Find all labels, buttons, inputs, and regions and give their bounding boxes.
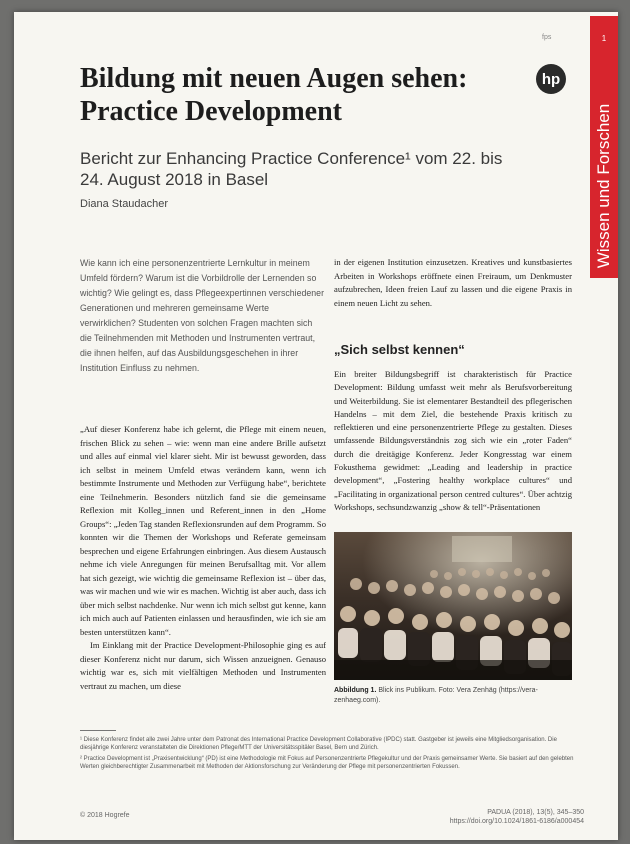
citation-journal: PADUA (2018), 13(5), 345–350 — [487, 809, 584, 816]
body-right-paragraph: in der eigenen Institution einzusetzen. Kreatives und kunstbasiertes Arbeiten in Workshops eröffnete einen Freiraum, um Denkmuster aufzubrechen, Ideen freien Lauf zu lassen und die eigene Praxis in einem neuen Licht zu sehen. — [334, 257, 572, 308]
body-paragraph: „Auf dieser Konferenz habe ich gelernt, die Pflege mit einem neuen, frischen Blick zu sehen – wie: wenn man eine andere Brille aufsetzt und alles auf einmal viel klarer sieht. Mir ist bewusst geworden, dass ich selbst in meinem Umfeld etwas verändern kann, wenn ich bestimmte Instrumente und Methoden zur Verfügung habe“, berichtete eine Teilnehmerin. Besonders nützlich fand sie die gemeinsame Reflexion mit Kolleg_innen und Referent_innen in den „Home Groups“: „Jeden Tag standen Reflexionsrunden auf dem Programm. So konnten wir die Themen der Workshops und Referate gemeinsam besprechen und eigene Erfahrungen einbringen. Aus diesem Austausch nehme ich viele Anregungen für meinen Berufsalltag mit. Vor allem hat sich gezeigt, wie wichtig die gemeinsame Reflexion ist – über das, was wir machen und wie wir es machen. Wichtig ist aber auch, dass ich über mich selbst nachdenke. Nur wenn ich mich selbst gut kenne, kann ich mich auch auf Patienten einlassen und herausfinden, wie ich sie am besten unterstützen kann“. — [80, 424, 327, 637]
body-paragraph: Im Einklang mit der Practice Development-Philosophie ging es auf dieser Konferenz nicht nur darum, sich Wissen anzueignen. Genauso wichtig war es, sich mit vielfältigen Methoden und Instrumenten vertraut zu machen, um diese — [80, 640, 326, 691]
figure-caption — [334, 686, 572, 706]
article-subtitle: Bericht zur Enhancing Practice Conference¹ vom 22. bis 24. August 2018 in Basel — [80, 149, 503, 189]
author-name: Diana Staudacher — [80, 198, 169, 210]
citation — [438, 808, 584, 826]
lead-paragraph: Wie kann ich eine personenzentrierte Lernkultur in meinem Umfeld fördern? Warum ist die Vorbildrolle der Lernenden so wichtig? Wie gelingt es, dass Pflegeexpertinnen verschiedener Generationen und mehreren gemeinsame Werte verwirklichen? Studenten von solchen Fragen machten sich die Teilnehmenden mit Methoden und Instrumenten vertraut, die ihnen helfen, auf das Ausbildungsgeschehen in ihrer Institution Einfluss zu nehmen. — [80, 258, 325, 373]
page-number: 1 — [601, 34, 607, 43]
journal-page — [14, 12, 618, 840]
section-tab — [590, 16, 618, 278]
footnote: ¹ Diese Konferenz findet alle zwei Jahre unter dem Patronat des International Practice Development Collaborative (IPDC) statt. Gastgeber ist jeweils eine Mitgliedsorganisation. Die diesjährige Konferenz veranstalteten die Direktionen Pflege/MTT der Universitätsspitäler Basel, Bern und Zürich. — [80, 737, 557, 752]
figure-label: Abbildung 1. — [334, 687, 377, 694]
footnotes — [80, 736, 584, 774]
journal-abbreviation: fps — [542, 34, 552, 41]
publisher-logo-icon: hp — [536, 64, 566, 94]
body-left-column — [80, 423, 326, 693]
copyright-notice: © 2018 Hogrefe — [80, 812, 130, 819]
footnote: ² Practice Development ist „Praxisentwicklung“ (PD) ist eine Methodologie mit Fokus auf Personenzentrierte Pflegekultur und der Praxis gemeinsamer Werte. Sie basiert auf den gelebten Werten gleichberechtigter Zusammenarbeit mit Methoden der Aktionsforschung zur Veränderung der Pflege mit personenzentrierten Fokussen. — [80, 755, 574, 771]
article-title: Bildung mit neuen Augen sehen: Practice Development — [80, 63, 468, 127]
section-label: Wissen und Forschen — [594, 103, 613, 269]
conference-audience-photo — [334, 532, 572, 680]
figure-caption-text: Blick ins Publikum. Foto: Vera Zenhäg (https://vera-zenhaeg.com). — [334, 687, 538, 704]
citation-doi: https://doi.org/10.1024/1861-6186/a000454 — [449, 818, 584, 825]
section-heading: „Sich selbst kennen“ — [334, 342, 465, 357]
body-right-paragraph: Ein breiter Bildungsbegriff ist charakteristisch für Practice Development: Bildung umfasst weit mehr als Berufsvorbereitung und Weiterbildung. Sie ist elementarer Bestandteil des pflegerischen Handelns – mit dem Ziel, die bestehende Praxis kritisch zu reflektieren und eine personenzentrierte Pflege zu gestalten. Dieses umfassende Bildungsverständnis zog sich wie ein „roter Faden“ durch die dreitägige Konferenz. Jeder Kongresstag war einem Fokusthema gewidmet: „Leading and leadership in practice development“, „Fostering healthy workplace cultures“ und „Facilitating in organizational person centred cultures“. Über achtzig Workshops, sechsundzwanzig „show & tell“-Präsentationen — [334, 369, 572, 512]
footnote-divider — [80, 730, 116, 731]
